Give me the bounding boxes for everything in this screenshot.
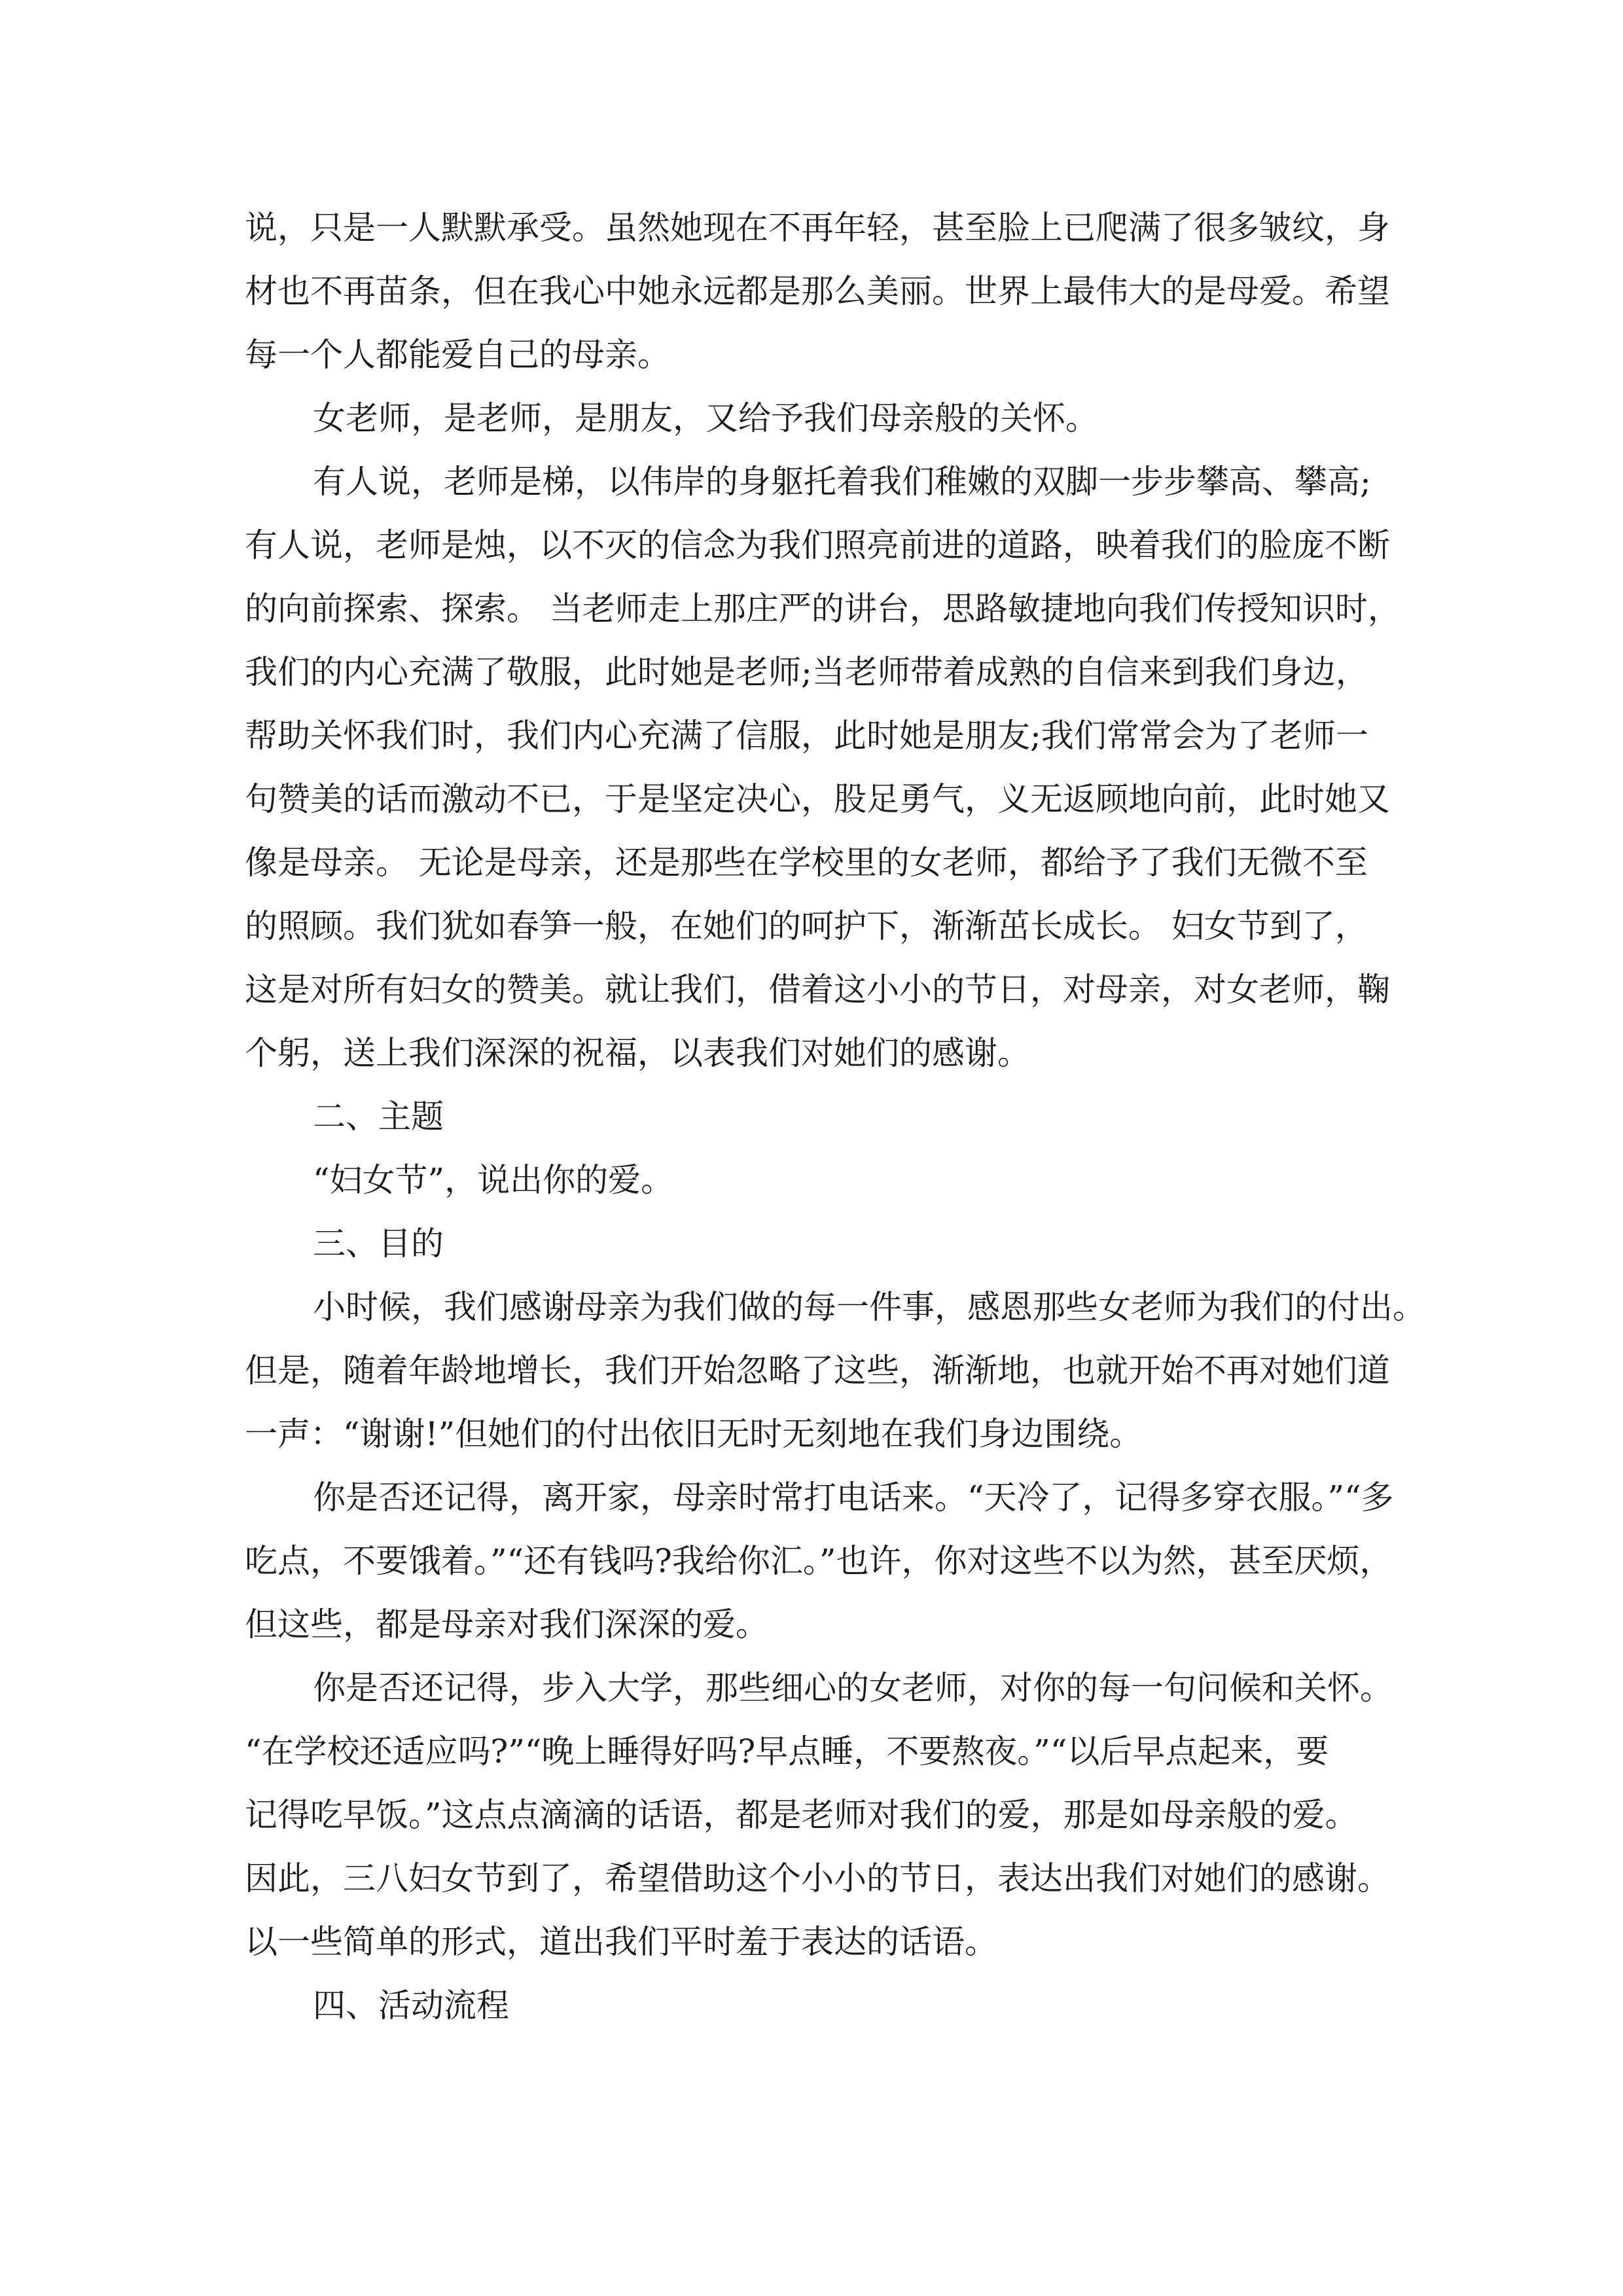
text-line: 我们的内心充满了敬服，此时她是老师;当老师带着成熟的自信来到我们身边， — [245, 653, 1368, 691]
paragraph — [245, 450, 1400, 1085]
text-line: 一声：“谢谢!”但她们的付出依旧无时无刻地在我们身边围绕。 — [245, 1415, 1143, 1453]
paragraph — [245, 196, 1397, 387]
paragraph — [245, 1085, 1397, 1149]
text-line: 但是，随着年龄地增长，我们开始忽略了这些，渐渐地，也就开始不再对她们道 — [245, 1352, 1390, 1390]
text-line: 但这些，都是母亲对我们深深的爱。 — [245, 1605, 768, 1643]
text-line: 以一些简单的形式，道出我们平时羞于表达的话语。 — [245, 1923, 997, 1961]
text-line: 二、主题 — [313, 1098, 444, 1136]
text-line: 记得吃早饭。”这点点滴滴的话语，都是老师对我们的爱，那是如母亲般的爱。 — [245, 1796, 1358, 1834]
text-line: 这是对所有妇女的赞美。就让我们，借着这小小的节日，对母亲，对女老师，鞠 — [245, 971, 1390, 1009]
text-line: 小时候，我们感谢母亲为我们做的每一件事，感恩那些女老师为我们的付出。 — [313, 1288, 1425, 1326]
paragraph — [245, 1212, 1397, 1276]
text-line: “在学校还适应吗?”“晚上睡得好吗?早点睡，不要熬夜。”“以后早点起来，要 — [245, 1732, 1329, 1770]
text-line: 女老师，是老师，是朋友，又给予我们母亲般的关怀。 — [313, 399, 1098, 437]
text-line: 的照顾。我们犹如春笋一般，在她们的呵护下，渐渐茁长成长。 妇女节到了， — [245, 907, 1368, 945]
text-line: 三、目的 — [313, 1225, 444, 1263]
text-line: 四、活动流程 — [313, 1986, 509, 2024]
text-line: 每一个人都能爱自己的母亲。 — [245, 336, 670, 374]
text-line: 有人说，老师是烛，以不灭的信念为我们照亮前进的道路，映着我们的脸庞不断 — [245, 526, 1390, 564]
text-line: 说，只是一人默默承受。虽然她现在不再年轻，甚至脸上已爬满了很多皱纹，身 — [245, 209, 1390, 247]
text-line: “妇女节”，说出你的爱。 — [313, 1161, 674, 1199]
paragraph — [245, 1657, 1397, 1974]
text-line: 帮助关怀我们时，我们内心充满了信服，此时她是朋友;我们常常会为了老师一 — [245, 717, 1368, 755]
text-line: 材也不再苗条，但在我心中她永远都是那么美丽。世界上最伟大的是母爱。希望 — [245, 272, 1390, 310]
text-line: 你是否还记得，步入大学，那些细心的女老师，对你的每一句问候和关怀。 — [313, 1669, 1393, 1707]
paragraph — [245, 387, 1397, 450]
text-line: 因此，三八妇女节到了，希望借助这个小小的节日，表达出我们对她们的感谢。 — [245, 1859, 1390, 1897]
paragraph — [245, 1466, 1397, 1657]
paragraph — [245, 1149, 1397, 1212]
text-line: 像是母亲。 无论是母亲，还是那些在学校里的女老师，都给予了我们无微不至 — [245, 844, 1368, 882]
text-line: 你是否还记得，离开家，母亲时常打电话来。“天冷了，记得多穿衣服。”“多 — [313, 1479, 1394, 1516]
text-line: 有人说，老师是梯，以伟岸的身躯托着我们稚嫩的双脚一步步攀高、攀高; — [313, 463, 1371, 501]
document-page — [245, 196, 1425, 2037]
text-line: 个躬，送上我们深深的祝福，以表我们对她们的感谢。 — [245, 1034, 1030, 1072]
paragraph — [245, 1276, 1425, 1466]
text-line: 吃点，不要饿着。”“还有钱吗?我给你汇。”也许，你对这些不以为然，甚至厌烦， — [245, 1542, 1393, 1580]
text-line: 的向前探索、探索。 当老师走上那庄严的讲台，思路敏捷地向我们传授知识时， — [245, 590, 1400, 628]
text-line: 句赞美的话而激动不已，于是坚定决心，股足勇气，义无返顾地向前，此时她又 — [245, 780, 1390, 818]
paragraph — [245, 1974, 1397, 2037]
